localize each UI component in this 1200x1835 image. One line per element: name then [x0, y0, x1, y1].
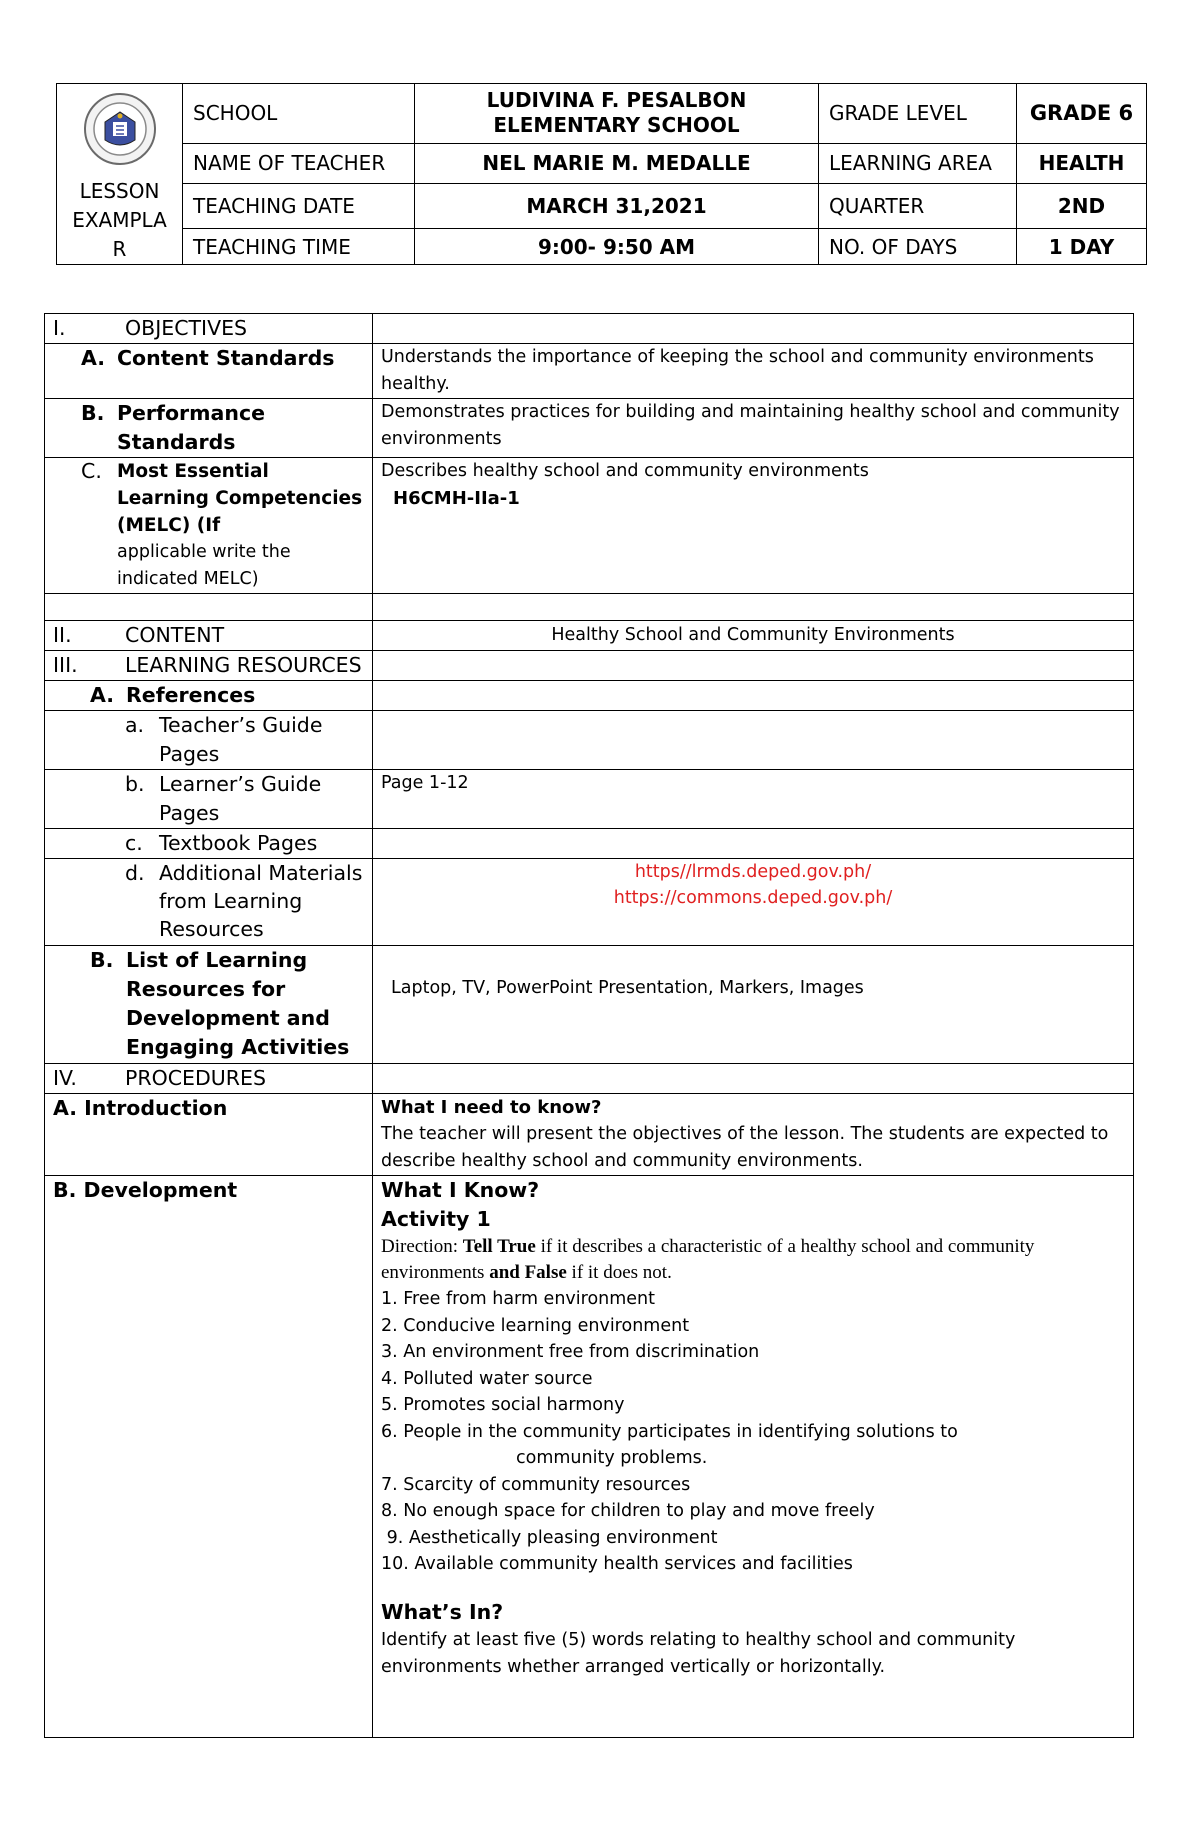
content-std-value: Understands the importance of keeping the school and community environments healthy. [373, 344, 1134, 399]
time-label: TEACHING TIME [183, 229, 415, 265]
grade-value: GRADE 6 [1017, 84, 1147, 144]
performance-standards-cell [45, 399, 373, 458]
melc-value: Describes healthy school and community environments [381, 461, 869, 481]
procedures-title: PROCEDURES [125, 1066, 267, 1090]
content-standards-cell [45, 344, 373, 399]
days-label: NO. OF DAYS [819, 229, 1017, 265]
tg-cell [45, 711, 373, 770]
activity-item: 10. Available community health services and facilities [381, 1554, 853, 1574]
am-label: Additional Materials from Learning Resources [159, 861, 363, 941]
lesson-label-2: EXAMPLA [72, 208, 167, 232]
teacher-label: NAME OF TEACHER [183, 143, 415, 183]
procedures-empty [373, 1064, 1134, 1094]
content-std-letter: A. [81, 346, 106, 370]
dev-cell [373, 1176, 1134, 1738]
intro-label: A. Introduction [45, 1094, 373, 1176]
activity-item-continued: community problems. [516, 1448, 708, 1468]
link-commons[interactable]: https://commons.deped.gov.ph/ [613, 888, 893, 908]
header-table [56, 83, 1147, 265]
school-label: SCHOOL [183, 84, 415, 144]
intro-cell [373, 1094, 1134, 1176]
melc-letter: C. [81, 459, 102, 483]
tb-value [373, 829, 1134, 859]
am-cell [45, 859, 373, 946]
date-value: MARCH 31,2021 [415, 183, 819, 228]
content-heading [45, 621, 373, 651]
references-cell [45, 681, 373, 711]
list-resources-cell [45, 946, 373, 1064]
whats-in-text: Identify at least five (5) words relating to healthy school and community environments whether arranged vertically or horizontally. [381, 1629, 1016, 1677]
area-label: LEARNING AREA [819, 143, 1017, 183]
direction-b: Tell True [462, 1236, 536, 1257]
direction [381, 1234, 1125, 1286]
am-links-cell [373, 859, 1134, 946]
melc-code: H6CMH-IIa-1 [393, 488, 520, 509]
resources-empty [373, 651, 1134, 681]
tb-letter: c. [125, 831, 143, 855]
references-letter: A. [90, 683, 115, 707]
melc-note: applicable write the indicated MELC) [117, 542, 291, 589]
direction-a: Direction: [381, 1236, 463, 1257]
tb-label: Textbook Pages [159, 831, 318, 855]
lesson-label-3: R [112, 237, 127, 261]
spacer-right [373, 594, 1134, 621]
activity-item: 9. Aesthetically pleasing environment [381, 1527, 718, 1548]
list-letter: B. [90, 948, 114, 972]
direction-c: if it describes a characteristic of a healthy school and community environments [381, 1236, 1035, 1283]
activity-item: 2. Conducive learning environment [381, 1315, 690, 1336]
direction-d: and False [489, 1262, 567, 1283]
whats-in-heading: What’s In? [381, 1599, 504, 1624]
procedures-heading [45, 1064, 373, 1094]
tg-label: Teacher’s Guide Pages [159, 713, 323, 766]
tg-value [373, 711, 1134, 770]
quarter-label: QUARTER [819, 183, 1017, 228]
resources-heading [45, 651, 373, 681]
activity-item: 8. No enough space for children to play and move freely [381, 1501, 875, 1521]
intro-heading: What I need to know? [381, 1097, 602, 1118]
grade-label: GRADE LEVEL [819, 84, 1017, 144]
list-label: List of Learning Resources for Development and Engaging Activities [126, 948, 350, 1059]
melc-note-open: (If [190, 515, 221, 536]
objectives-num: I. [53, 316, 66, 340]
lesson-exemplar-cell [57, 84, 183, 265]
tb-cell [45, 829, 373, 859]
am-letter: d. [125, 861, 145, 885]
dev-heading: What I Know? [381, 1178, 540, 1202]
melc-label: Most Essential Learning Competencies (MELC) [117, 461, 363, 536]
perf-std-label: Performance Standards [117, 401, 265, 454]
tg-letter: a. [125, 713, 145, 737]
activity-item: 7. Scarcity of community resources [381, 1474, 691, 1495]
activity-item: 5. Promotes social harmony [381, 1395, 625, 1415]
quarter-value: 2ND [1017, 183, 1147, 228]
lg-letter: b. [125, 772, 145, 796]
activity-item: 1. Free from harm environment [381, 1289, 656, 1309]
melc-value-cell [373, 458, 1134, 594]
area-value: HEALTH [1017, 143, 1147, 183]
objectives-heading [45, 314, 373, 344]
days-value: 1 DAY [1017, 229, 1147, 265]
references-empty [373, 681, 1134, 711]
perf-std-value: Demonstrates practices for building and maintaining healthy school and community environments [373, 399, 1134, 458]
activity-item: 3. An environment free from discrimination [381, 1342, 760, 1362]
deped-seal-icon [83, 92, 157, 166]
spacer-left [45, 594, 373, 621]
list-value: Laptop, TV, PowerPoint Presentation, Markers, Images [373, 946, 1134, 1064]
activity-item: 4. Polluted water source [381, 1368, 593, 1389]
lesson-plan-table [44, 313, 1134, 1738]
activity-item: 6. People in the community participates in identifying solutions to [381, 1421, 958, 1442]
references-label: References [126, 683, 256, 707]
lg-value: Page 1-12 [373, 770, 1134, 829]
lesson-label-1: LESSON [79, 179, 160, 203]
perf-std-letter: B. [81, 401, 105, 425]
school-value: LUDIVINA F. PESALBON ELEMENTARY SCHOOL [415, 84, 819, 144]
time-value: 9:00- 9:50 AM [415, 229, 819, 265]
procedures-num: IV. [53, 1066, 77, 1090]
date-label: TEACHING DATE [183, 183, 415, 228]
lg-cell [45, 770, 373, 829]
dev-label: B. Development [45, 1176, 373, 1738]
teacher-value: NEL MARIE M. MEDALLE [415, 143, 819, 183]
activity-title: Activity 1 [381, 1207, 491, 1231]
intro-text: The teacher will present the objectives of the lesson. The students are expected to describe healthy school and community environments. [381, 1124, 1109, 1171]
link-lrmds[interactable]: https//lrmds.deped.gov.ph/ [634, 862, 872, 882]
content-std-label: Content Standards [117, 346, 335, 370]
content-title: CONTENT [125, 623, 225, 647]
melc-cell [45, 458, 373, 594]
objectives-title: OBJECTIVES [125, 316, 248, 340]
objectives-empty [373, 314, 1134, 344]
resources-title: LEARNING RESOURCES [125, 653, 362, 677]
resources-num: III. [53, 653, 78, 677]
content-value: Healthy School and Community Environments [373, 621, 1134, 651]
lg-label: Learner’s Guide Pages [159, 772, 322, 825]
direction-e: if it does not. [566, 1262, 672, 1283]
content-num: II. [53, 623, 72, 647]
